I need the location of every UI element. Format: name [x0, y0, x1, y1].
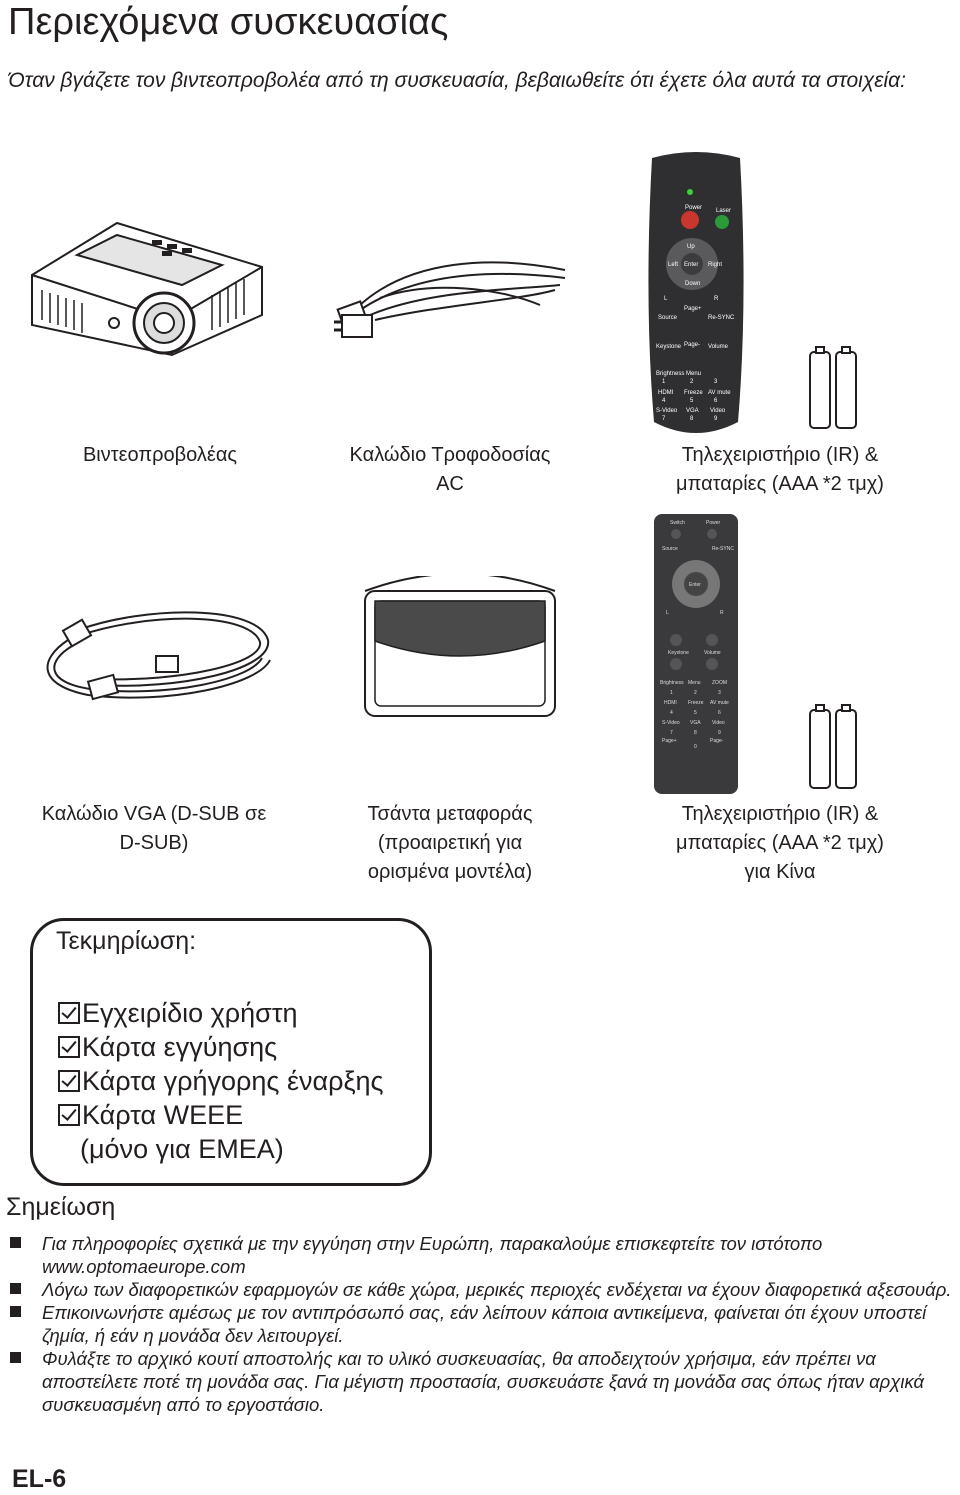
switch-label: Switch: [670, 520, 685, 526]
carry-bag-image: [355, 576, 565, 726]
note-item: Επικοινωνήστε αμέσως με τον αντιπρόσωπό σας, εάν λείπουν κάποια αντικείμενα, φαίνεται ότι έχουν υποστεί ζημία, ή εάν η μονάδα δεν λειτουργεί.: [8, 1301, 958, 1347]
note-heading: Σημείωση: [6, 1193, 116, 1221]
volume2-label: Volume: [704, 650, 721, 656]
svideo-label: S-Video: [656, 408, 678, 414]
page-title: Περιεχόμενα συσκευασίας: [8, 1, 449, 43]
checklist-item: Εγχειρίδιο χρήστη: [58, 996, 384, 1030]
key2-8: 8: [694, 730, 697, 736]
up-label: Up: [687, 244, 695, 250]
freeze2-label: Freeze: [688, 700, 704, 706]
caption-vga-cable: Καλώδιο VGA (D-SUB σε D-SUB): [41, 803, 267, 854]
key2-2: 2: [694, 690, 697, 696]
vga-label: VGA: [686, 408, 699, 414]
checkbox-checked-icon: [58, 1104, 80, 1126]
key-4: 4: [662, 398, 666, 404]
intro-text: Όταν βγάζετε τον βιντεοπροβολέα από τη συσκευασία, βεβαιωθείτε ότι έχετε όλα αυτά τα στοιχεία:: [8, 69, 906, 92]
l-label: L: [664, 296, 668, 302]
key2-7: 7: [670, 730, 673, 736]
page-number: EL-6: [12, 1465, 67, 1493]
video-label: Video: [710, 408, 726, 414]
batteries-china-image: [806, 702, 860, 792]
svideo2-label: S-Video: [662, 720, 680, 726]
key-8: 8: [690, 416, 694, 422]
vga-cable-image: [28, 600, 278, 710]
documentation-checklist: [58, 996, 384, 1166]
key2-4: 4: [670, 710, 673, 716]
video2-label: Video: [712, 720, 725, 726]
freeze-label: Freeze: [684, 390, 703, 396]
brightness-label: Brightness: [656, 371, 685, 377]
remote-control-image: [640, 152, 752, 440]
resync2-label: Re-SYNC: [712, 546, 734, 552]
square-bullet-icon: [10, 1306, 21, 1317]
key-3: 3: [714, 379, 718, 385]
enter2-label: Enter: [689, 582, 701, 588]
key2-6: 6: [718, 710, 721, 716]
key2-9: 9: [718, 730, 721, 736]
checklist-item: Κάρτα WEEE: [58, 1098, 384, 1132]
square-bullet-icon: [10, 1283, 21, 1294]
key2-3: 3: [718, 690, 721, 696]
source2-label: Source: [662, 546, 678, 552]
documentation-title: Τεκμηρίωση:: [52, 924, 200, 958]
checkbox-checked-icon: [58, 1036, 80, 1058]
pagedn-label: Page-: [710, 738, 724, 744]
caption-carry-bag: Τσάντα μεταφοράς (προαιρετική για ορισμένα μοντέλα): [367, 803, 533, 883]
zoom-label: ZOOM: [712, 680, 727, 686]
caption-remote: Τηλεχειριστήριο (IR) & μπαταρίες (AAA *2 τμχ): [676, 444, 884, 495]
keystone-label: Keystone: [656, 344, 682, 350]
power2-label: Power: [706, 520, 721, 526]
key-9: 9: [714, 416, 718, 422]
enter-label: Enter: [684, 262, 699, 268]
key-2: 2: [690, 379, 694, 385]
checklist-note: (μόνο για EMEA): [80, 1134, 284, 1164]
note-item: Φυλάξτε το αρχικό κουτί αποστολής και το υλικό συσκευασίας, θα αποδειχτούν χρήσιμα, εάν πρέπει να αποστείλετε ποτέ τη μονάδα σας. Για μέγιστη προστασία, συσκευάστε ξανά τη μονάδα σας όπως ήταν αρχικά συσκευασμένη από το εργοστάσιο.: [8, 1347, 958, 1416]
note-item: Λόγω των διαφορετικών εφαρμογών σε κάθε χώρα, μερικές περιοχές ενδέχεται να έχουν διαφορετικά αξεσουάρ.: [8, 1278, 958, 1301]
checkbox-checked-icon: [58, 1002, 80, 1024]
r-label: R: [714, 296, 719, 302]
key2-1: 1: [670, 690, 673, 696]
key-5: 5: [690, 398, 694, 404]
projector-image: [22, 215, 272, 365]
avmute-label: AV mute: [708, 390, 731, 396]
checkbox-checked-icon: [58, 1070, 80, 1092]
volume-label: Volume: [708, 344, 729, 350]
menu2-label: Menu: [688, 680, 701, 686]
hdmi-label: HDMI: [658, 390, 674, 396]
remote-control-china-image: [652, 512, 740, 796]
right-label: Right: [708, 262, 723, 268]
caption-remote-china: Τηλεχειριστήριο (IR) & μπαταρίες (AAA *2 τμχ) για Κίνα: [676, 803, 884, 883]
pageup-label: Page+: [662, 738, 677, 744]
down-label: Down: [685, 281, 701, 287]
r2-label: R: [720, 610, 724, 616]
brightness2-label: Brightness: [660, 680, 684, 686]
key2-0: 0: [694, 744, 697, 750]
checklist-item: Κάρτα εγγύησης: [58, 1030, 384, 1064]
caption-power-cable: Καλώδιο Τροφοδοσίας AC: [349, 444, 551, 495]
page-plus-label: Page+: [684, 306, 702, 312]
power-label: Power: [685, 205, 703, 211]
caption-projector: Βιντεοπροβολέας: [82, 444, 238, 466]
l2-label: L: [666, 610, 669, 616]
power-cable-image: [330, 250, 575, 340]
laser-label: Laser: [716, 208, 732, 214]
notes-list: [8, 1232, 958, 1416]
left-label: Left: [668, 262, 679, 268]
checklist-item: Κάρτα γρήγορης έναρξης: [58, 1064, 384, 1098]
square-bullet-icon: [10, 1237, 21, 1248]
key2-5: 5: [694, 710, 697, 716]
page-minus-label: Page-: [684, 342, 701, 348]
square-bullet-icon: [10, 1352, 21, 1363]
batteries-image: [806, 344, 860, 432]
note-item: Για πληροφορίες σχετικά με την εγγύηση στην Ευρώπη, παρακαλούμε επισκεφτείτε τον ιστότοπο www.optomaeurope.com: [8, 1232, 958, 1278]
key-1: 1: [662, 379, 666, 385]
menu-label: Menu: [686, 371, 702, 377]
avmute2-label: AV mute: [710, 700, 729, 706]
key-7: 7: [662, 416, 666, 422]
resync-label: Re-SYNC: [708, 315, 735, 321]
hdmi2-label: HDMI: [664, 700, 677, 706]
source-label: Source: [658, 315, 678, 321]
keystone2-label: Keystone: [668, 650, 689, 656]
vga2-label: VGA: [690, 720, 701, 726]
key-6: 6: [714, 398, 718, 404]
